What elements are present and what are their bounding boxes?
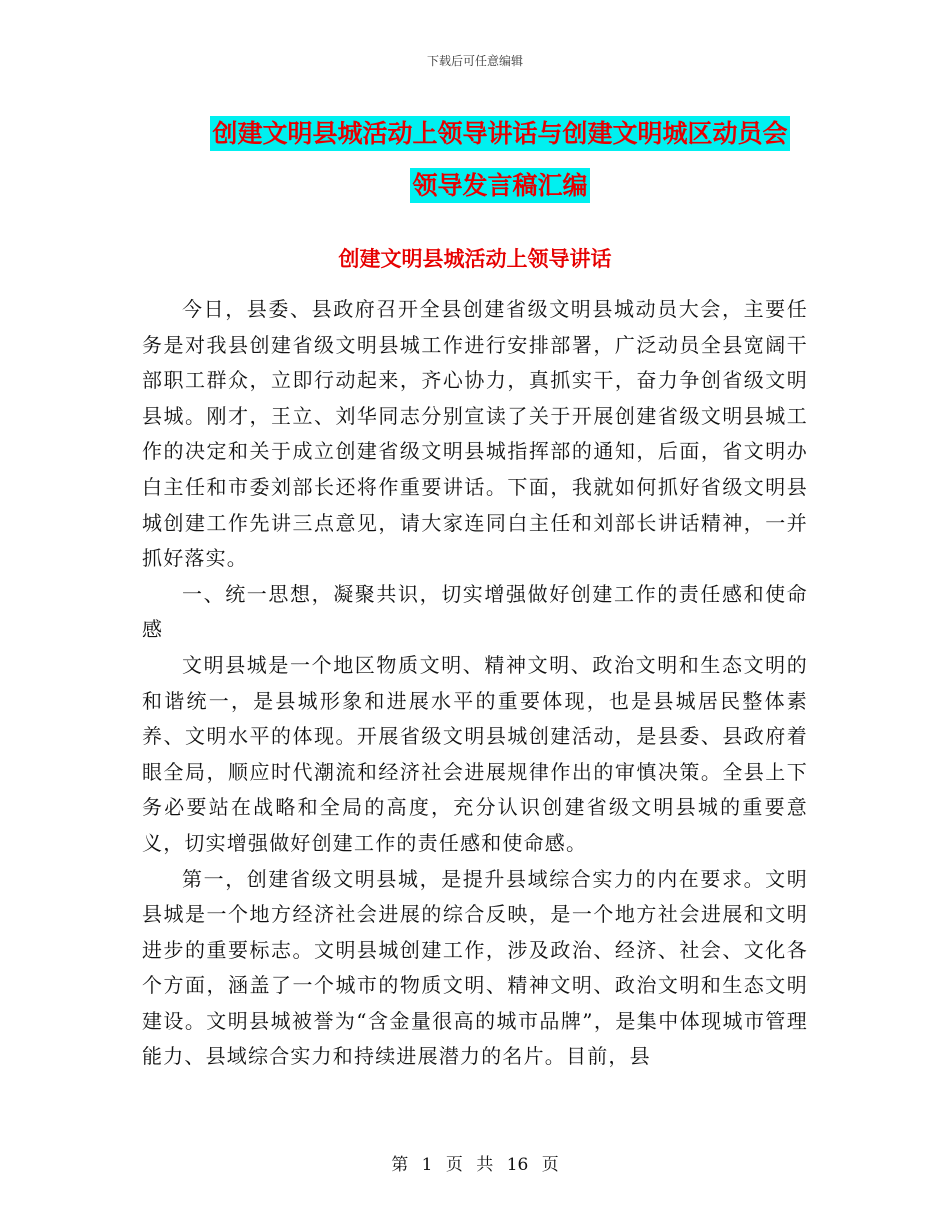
page-header <box>0 52 950 70</box>
footer-prefix: 第 <box>391 1155 409 1175</box>
footer-page-unit: 页 <box>445 1155 463 1175</box>
document-title <box>120 108 880 212</box>
paragraph: 今日，县委、县政府召开全县创建省级文明县城动员大会，主要任务是对我县创建省级文明县城工作进行安排部署，广泛动员全县宽阔干部职工群众，立即行动起来，齐心协力，真抓实干，奋力争创省级文明县城。刚才，王立、刘华同志分别宣读了关于开展创建省级文明县城工作的决定和关于成立创建省级文明县城指挥部的通知，后面，省文明办白主任和市委刘部长还将作重要讲话。下面，我就如何抓好省级文明县城创建工作先讲三点意见，请大家连同白主任和刘部长讲话精神，一并抓好落实。 <box>142 297 808 571</box>
header-note: 下载后可任意编辑 <box>426 54 523 68</box>
document-body <box>142 292 808 1075</box>
page-number: 1 <box>421 1155 433 1175</box>
title-line-2: 领导发言稿汇编 <box>410 168 589 203</box>
paragraph: 第一，创建省级文明县城，是提升县域综合实力的内在要求。文明县城是一个地方经济社会进展的综合反映，是一个地方社会进展和文明进步的重要标志。文明县城创建工作，涉及政治、经济、社会、文化各个方面，涵盖了一个城市的物质文明、精神文明、政治文明和生态文明建设。文明县城被誉为“含金量很高的城市品牌”，是集中体现城市管理能力、县域综合实力和持续进展潜力的名片。目前，县 <box>142 866 808 1069</box>
paragraph: 文明县城是一个地区物质文明、精神文明、政治文明和生态文明的和谐统一，是县城形象和进展水平的重要体现，也是县城居民整体素养、文明水平的体现。开展省级文明县城创建活动，是县委、县政府着眼全局，顺应时代潮流和经济社会进展规律作出的审慎决策。全县上下务必要站在战略和全局的高度，充分认识创建省级文明县城的重要意义，切实增强做好创建工作的责任感和使命感。 <box>142 652 808 855</box>
footer-total-unit: 页 <box>541 1155 559 1175</box>
footer-total-prefix: 共 <box>476 1155 494 1175</box>
total-pages: 16 <box>506 1155 529 1175</box>
page-footer <box>0 1152 950 1178</box>
title-line-1: 创建文明县城活动上领导讲话与创建文明城区动员会 <box>210 116 789 151</box>
paragraph: 一、统一思想，凝聚共识，切实增强做好创建工作的责任感和使命感 <box>142 581 808 642</box>
section-title: 创建文明县城活动上领导讲话 <box>338 247 612 271</box>
